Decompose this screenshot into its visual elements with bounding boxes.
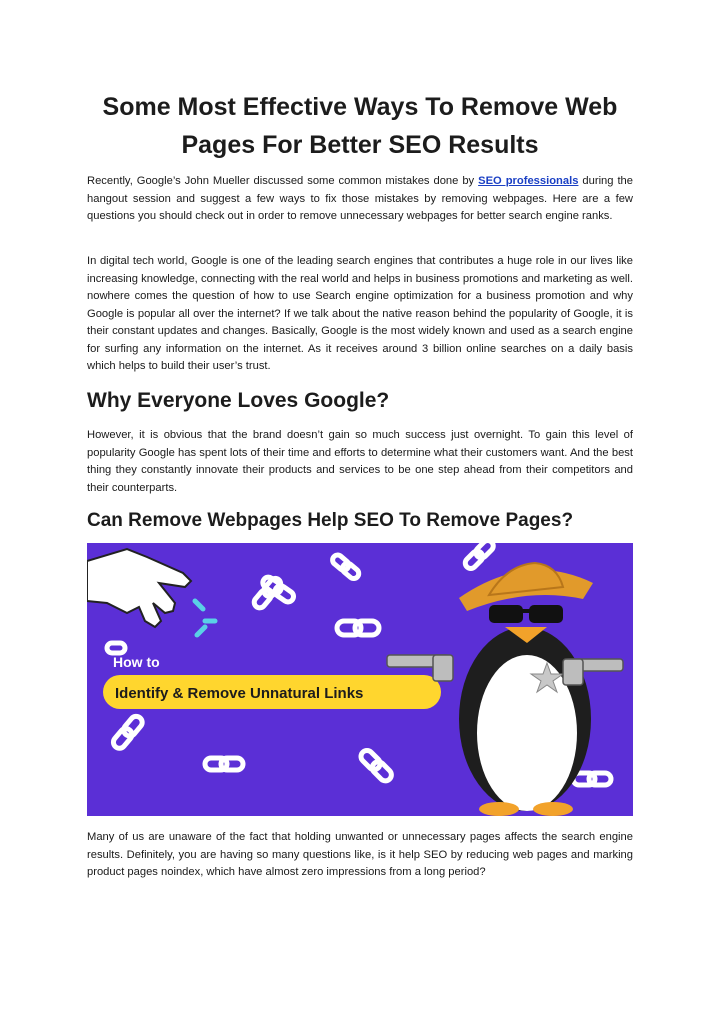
banner-illustration (87, 543, 633, 816)
intro-paragraph (87, 173, 633, 226)
body-paragraph: In digital tech world, Google is one of the leading search engines that contributes a huge role in our lives like increasing knowledge, connecting with the real world and helps in business promotions and marketing as well. nowhere comes the question of how to use Search engine optimization for a business promotion and why Google is popular all over the internet? If we talk about the native reason behind the popularity of Google, it is their constant updates and changes. Basically, Google is the most widely known and used as a search engine for surfing any information on the internet. As it receives around 3 billion online searches on a daily basis which helps to build their user’s trust. (87, 255, 633, 372)
seo-professionals-link[interactable]: SEO professionals (478, 175, 579, 187)
page-title: Some Most Effective Ways To Remove Web Pages For Better SEO Results (102, 93, 618, 159)
banner-line1: How to (113, 654, 160, 670)
intro-text-before: Recently, Google’s John Mueller discussed some common mistakes done by (87, 175, 479, 187)
section-heading-why-google: Why Everyone Loves Google? (87, 389, 390, 412)
closing-paragraph: Many of us are unaware of the fact that holding unwanted or unnecessary pages affects the search engine results. Definitely, you are having so many questions like, is it help SEO by reducing web pages and marking product pages noindex, which have almost zero impressions from a long period? (87, 831, 633, 878)
section-paragraph-why-google: However, it is obvious that the brand doesn’t gain so much success just overnight. To gain this level of popularity Google has spent lots of their time and efforts to determine what their customers want. And the best thing they constantly innovate their products and services to be one step ahead from their competitors and their counterparts. (87, 429, 633, 494)
banner-line2: Identify & Remove Unnatural Links (115, 685, 364, 702)
article-banner-image (87, 543, 633, 816)
intro-text-after: during the hangout session and suggest a few ways to fix those mistakes by removing webpages. Here are a few questions you should check out in order to remove unnecessary webpages for better search engine ranks. (87, 175, 633, 222)
section-heading-remove-webpages: Can Remove Webpages Help SEO To Remove Pages? (87, 510, 574, 531)
